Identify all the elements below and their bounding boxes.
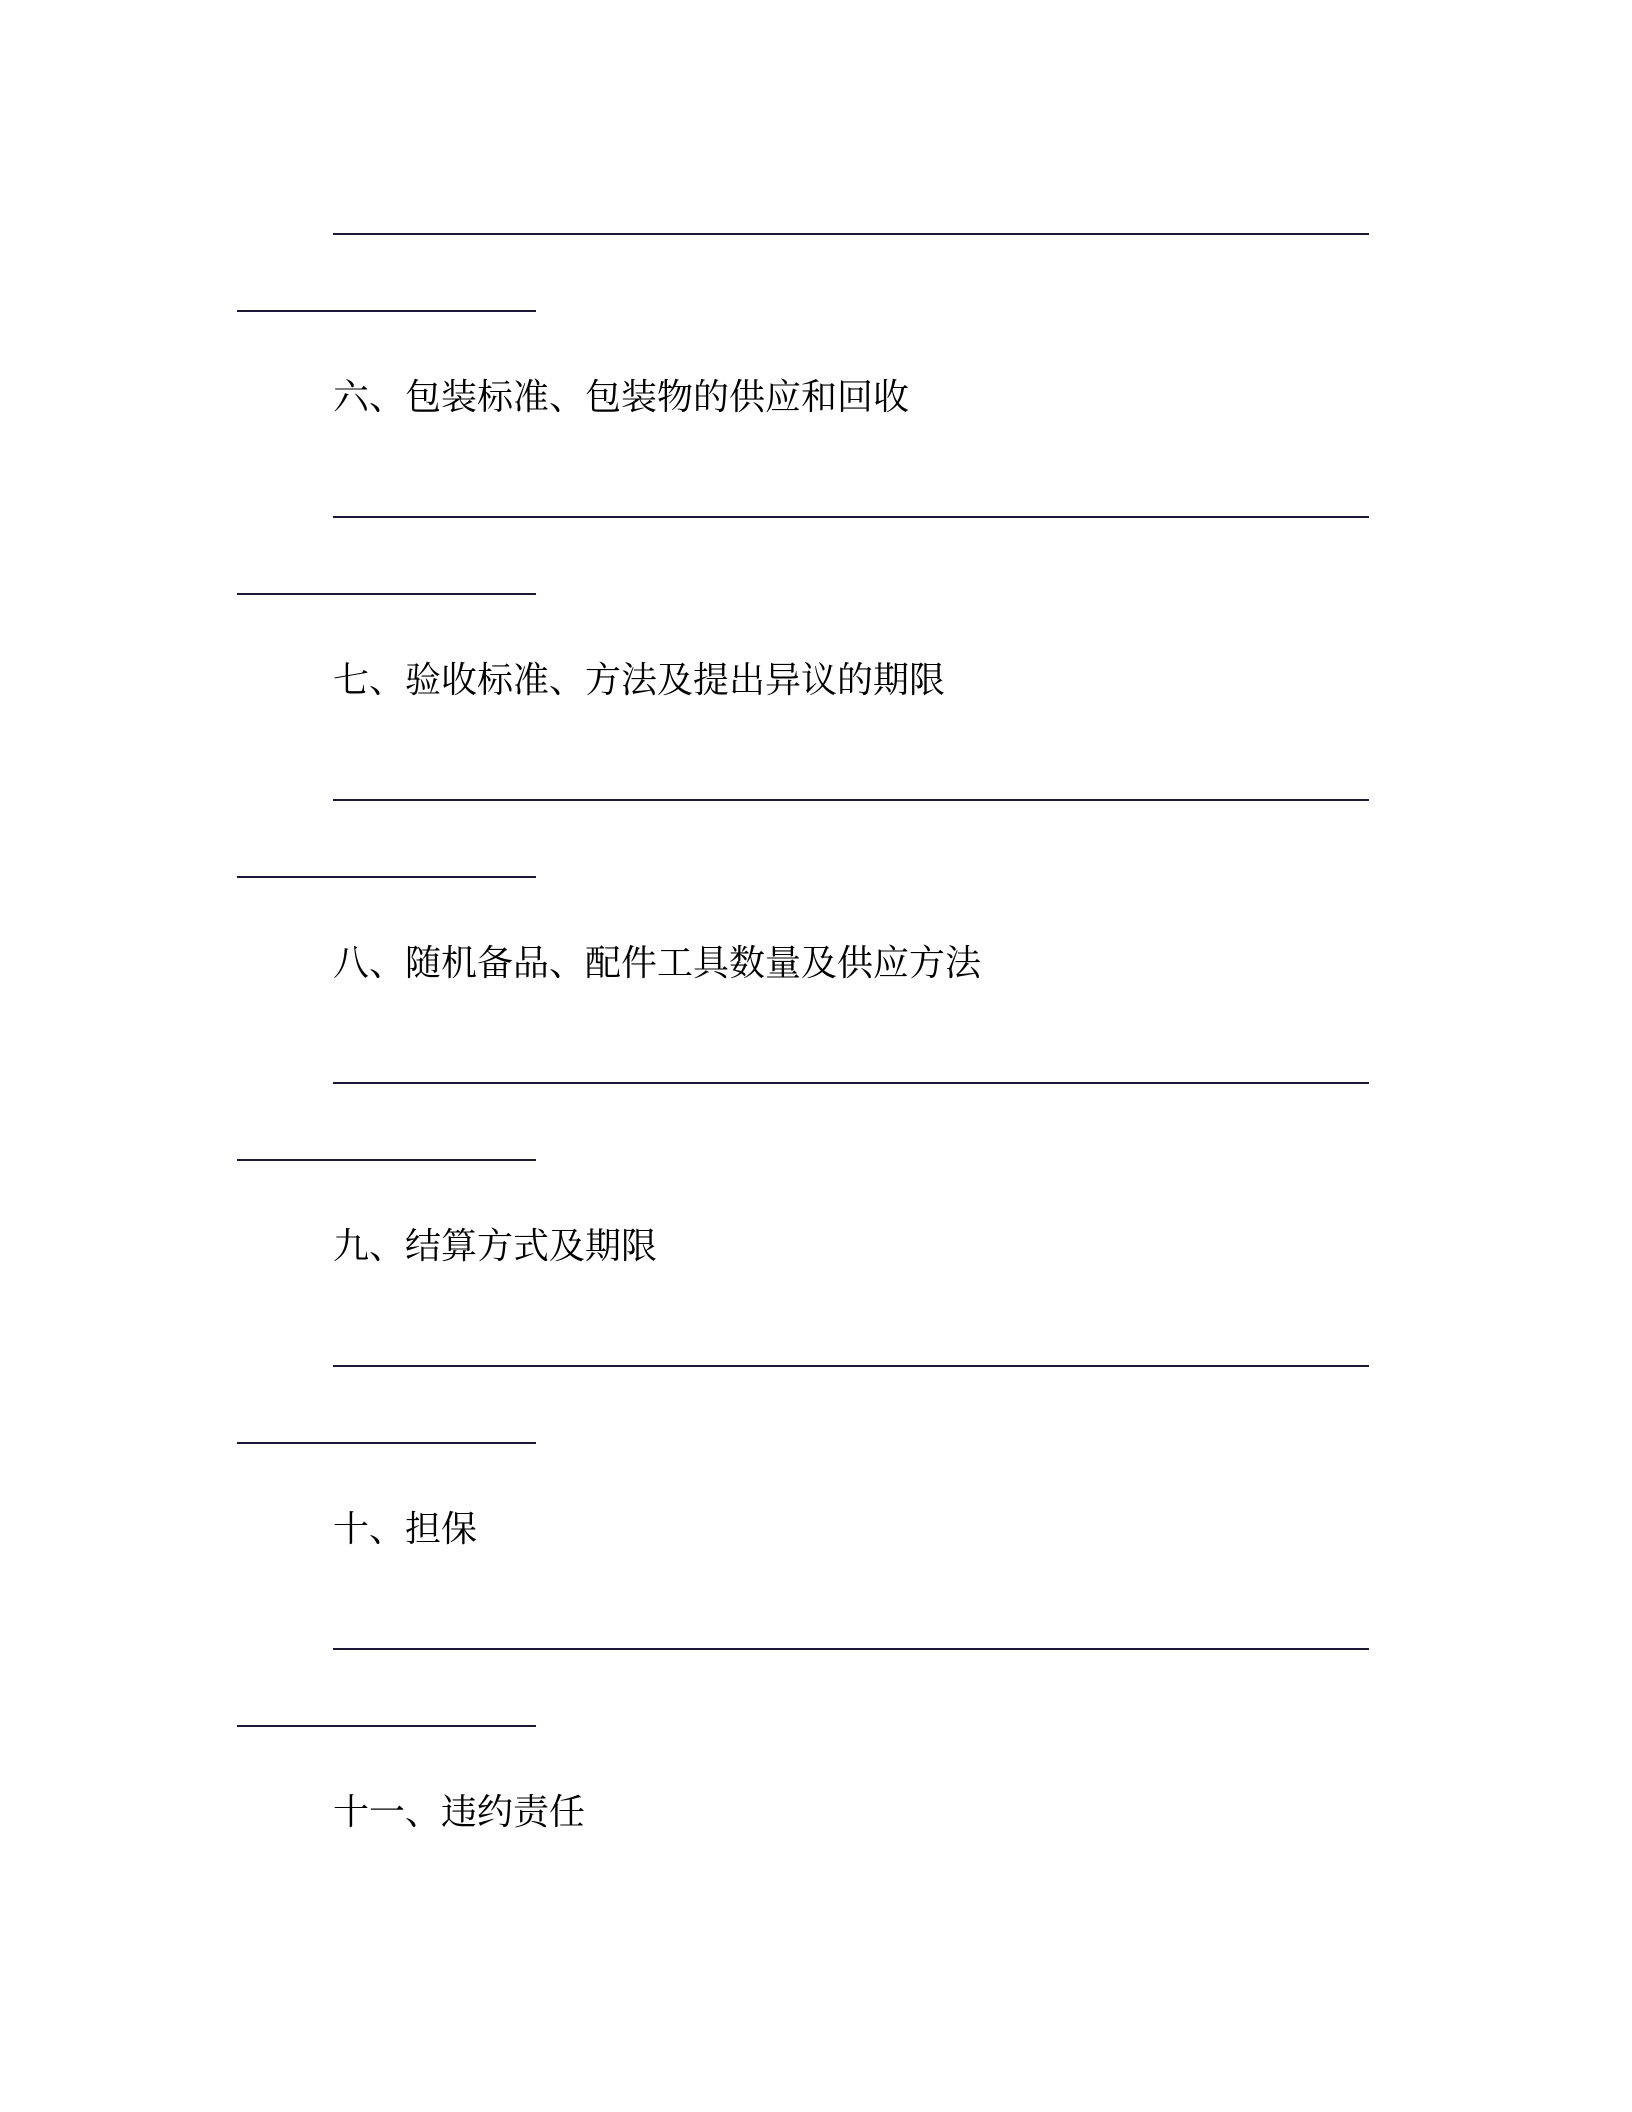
section-heading-9: 九、结算方式及期限: [333, 1226, 658, 1267]
fill-in-line-continuation: [237, 310, 536, 312]
fill-in-line-continuation: [237, 1159, 536, 1161]
fill-in-line-continuation: [237, 876, 536, 878]
section-heading-8: 八、随机备品、配件工具数量及供应方法: [333, 943, 982, 984]
fill-in-line-continuation: [237, 1442, 536, 1444]
fill-in-line-continuation: [237, 593, 536, 595]
fill-in-line: [333, 799, 1369, 801]
fill-in-line: [333, 1365, 1369, 1367]
section-heading-6: 六、包装标准、包装物的供应和回收: [333, 377, 910, 418]
fill-in-line: [333, 1648, 1369, 1650]
fill-in-line: [333, 233, 1369, 235]
section-heading-10: 十、担保: [333, 1509, 478, 1550]
fill-in-line: [333, 1082, 1369, 1084]
fill-in-line-continuation: [237, 1725, 536, 1727]
section-heading-7: 七、验收标准、方法及提出异议的期限: [333, 660, 946, 701]
fill-in-line: [333, 516, 1369, 518]
section-heading-11: 十一、违约责任: [333, 1792, 586, 1833]
